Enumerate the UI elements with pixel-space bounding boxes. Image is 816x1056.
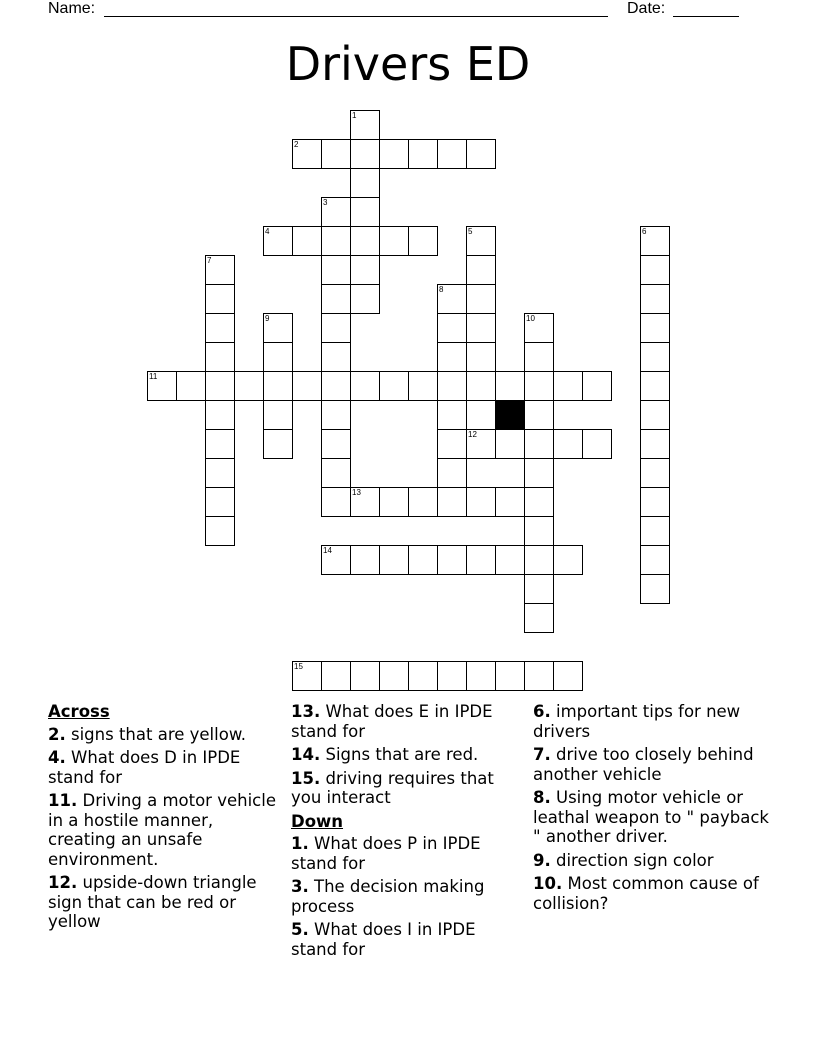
grid-cell[interactable] (350, 487, 380, 517)
grid-cell[interactable] (437, 342, 467, 372)
grid-cell[interactable] (437, 371, 467, 401)
grid-cell[interactable] (466, 226, 496, 256)
grid-cell[interactable] (292, 371, 322, 401)
grid-cell[interactable] (437, 284, 467, 314)
grid-cell[interactable] (524, 342, 554, 372)
page-title: Drivers ED (285, 37, 531, 91)
grid-cell[interactable] (408, 371, 438, 401)
clue-number: 15 (294, 662, 303, 671)
grid-cell[interactable] (205, 313, 235, 343)
clue-down-3: 3. The decision making process (291, 877, 485, 916)
grid-cell[interactable] (205, 429, 235, 459)
grid-cell[interactable] (553, 661, 583, 691)
grid-cell-black (495, 400, 525, 430)
clue-number: 14 (323, 546, 332, 555)
grid-cell[interactable] (321, 226, 351, 256)
grid-cell[interactable] (466, 284, 496, 314)
clue-down-8: 8. Using motor vehicle or leathal weapon to " payback " another driver. (533, 788, 769, 846)
grid-cell[interactable] (321, 661, 351, 691)
grid-cell[interactable] (379, 545, 409, 575)
grid-cell[interactable] (350, 226, 380, 256)
grid-cell[interactable] (524, 487, 554, 517)
grid-cell[interactable] (437, 400, 467, 430)
grid-cell[interactable] (205, 458, 235, 488)
clue-number: 4 (265, 227, 270, 236)
grid-cell[interactable] (350, 197, 380, 227)
clue-across-15: 15. driving requires that you interact (291, 768, 494, 807)
grid-cell[interactable] (234, 371, 264, 401)
clue-number: 1 (352, 111, 357, 120)
clue-number: 11 (149, 372, 158, 381)
grid-cell[interactable] (524, 371, 554, 401)
clue-number: 6 (642, 227, 647, 236)
grid-cell[interactable] (640, 255, 670, 285)
grid-cell[interactable] (321, 545, 351, 575)
grid-cell[interactable] (466, 429, 496, 459)
grid-cell[interactable] (640, 487, 670, 517)
clues-column-1 (48, 702, 280, 936)
grid-cell[interactable] (640, 400, 670, 430)
grid-cell[interactable] (466, 661, 496, 691)
grid-cell[interactable] (350, 110, 380, 140)
grid-cell[interactable] (263, 429, 293, 459)
grid-cell[interactable] (379, 371, 409, 401)
clue-down-1: 1. What does P in IPDE stand for (291, 834, 481, 873)
grid-cell[interactable] (321, 284, 351, 314)
grid-cell[interactable] (321, 458, 351, 488)
grid-cell[interactable] (640, 516, 670, 546)
across-heading: Across (48, 702, 110, 721)
grid-cell[interactable] (495, 429, 525, 459)
grid-cell[interactable] (582, 371, 612, 401)
grid-cell[interactable] (640, 574, 670, 604)
grid-cell[interactable] (466, 313, 496, 343)
clue-number: 9 (265, 314, 270, 323)
grid-cell[interactable] (205, 400, 235, 430)
clue-number: 10 (526, 314, 535, 323)
clue-down-9: 9. direction sign color (533, 850, 714, 870)
grid-cell[interactable] (640, 458, 670, 488)
grid-cell[interactable] (292, 661, 322, 691)
grid-cell[interactable] (321, 400, 351, 430)
grid-cell[interactable] (292, 226, 322, 256)
clue-across-2: 2. signs that are yellow. (48, 724, 247, 744)
grid-cell[interactable] (379, 487, 409, 517)
grid-cell[interactable] (263, 313, 293, 343)
grid-cell[interactable] (379, 661, 409, 691)
grid-cell[interactable] (350, 255, 380, 285)
grid-cell[interactable] (350, 545, 380, 575)
grid-cell[interactable] (466, 139, 496, 169)
grid-cell[interactable] (437, 661, 467, 691)
grid-cell[interactable] (321, 342, 351, 372)
clue-down-6: 6. important tips for new drivers (533, 702, 741, 741)
grid-cell[interactable] (524, 429, 554, 459)
grid-cell[interactable] (437, 313, 467, 343)
grid-cell[interactable] (379, 226, 409, 256)
grid-cell[interactable] (176, 371, 206, 401)
grid-cell[interactable] (321, 487, 351, 517)
grid-cell[interactable] (640, 313, 670, 343)
grid-cell[interactable] (205, 516, 235, 546)
clue-number: 3 (323, 198, 328, 207)
clues-column-2 (291, 702, 523, 963)
clue-number: 2 (294, 140, 299, 149)
grid-cell[interactable] (640, 342, 670, 372)
grid-cell[interactable] (495, 371, 525, 401)
grid-cell[interactable] (466, 342, 496, 372)
grid-cell[interactable] (640, 545, 670, 575)
grid-cell[interactable] (466, 545, 496, 575)
grid-cell[interactable] (263, 400, 293, 430)
grid-cell[interactable] (640, 371, 670, 401)
grid-cell[interactable] (582, 429, 612, 459)
clues-column-3 (533, 702, 773, 917)
clue-number: 8 (439, 285, 444, 294)
grid-cell[interactable] (640, 429, 670, 459)
grid-cell[interactable] (321, 371, 351, 401)
grid-cell[interactable] (205, 284, 235, 314)
grid-cell[interactable] (437, 429, 467, 459)
grid-cell[interactable] (147, 371, 177, 401)
grid-cell[interactable] (321, 313, 351, 343)
grid-cell[interactable] (524, 603, 554, 633)
clue-across-4: 4. What does D in IPDE stand for (48, 748, 241, 787)
grid-cell[interactable] (321, 429, 351, 459)
clue-across-13: 13. What does E in IPDE stand for (291, 702, 493, 741)
clue-across-12: 12. upside-down triangle sign that can be red or yellow (48, 873, 257, 931)
grid-cell[interactable] (379, 139, 409, 169)
grid-cell[interactable] (524, 545, 554, 575)
grid-cell[interactable] (466, 487, 496, 517)
grid-cell[interactable] (553, 545, 583, 575)
grid-cell[interactable] (350, 168, 380, 198)
clue-down-10: 10. Most common cause of collision? (533, 874, 759, 913)
clue-number: 12 (468, 430, 477, 439)
grid-cell[interactable] (553, 429, 583, 459)
clue-number: 5 (468, 227, 473, 236)
grid-cell[interactable] (350, 371, 380, 401)
grid-cell[interactable] (205, 487, 235, 517)
grid-cell[interactable] (292, 139, 322, 169)
down-heading: Down (291, 811, 344, 831)
grid-cell[interactable] (437, 458, 467, 488)
clue-across-14: 14. Signs that are red. (291, 745, 479, 764)
grid-cell[interactable] (437, 139, 467, 169)
grid-cell[interactable] (263, 371, 293, 401)
clue-number: 13 (352, 488, 361, 497)
grid-cell[interactable] (321, 255, 351, 285)
grid-cell[interactable] (205, 342, 235, 372)
grid-cell[interactable] (640, 226, 670, 256)
grid-cell[interactable] (466, 255, 496, 285)
grid-cell[interactable] (321, 197, 351, 227)
grid-cell[interactable] (408, 661, 438, 691)
grid-cell[interactable] (495, 487, 525, 517)
name-label: Name: (48, 0, 96, 17)
grid-cell[interactable] (553, 371, 583, 401)
grid-cell[interactable] (437, 545, 467, 575)
clue-down-5: 5. What does I in IPDE stand for (291, 920, 476, 959)
grid-cell[interactable] (408, 139, 438, 169)
grid-cell[interactable] (524, 313, 554, 343)
grid-cell[interactable] (437, 487, 467, 517)
grid-cell[interactable] (524, 400, 554, 430)
grid-cell[interactable] (408, 545, 438, 575)
grid-cell[interactable] (350, 139, 380, 169)
grid-cell[interactable] (350, 284, 380, 314)
date-label: Date: (627, 0, 666, 17)
grid-cell[interactable] (205, 255, 235, 285)
clue-number: 7 (207, 256, 212, 265)
grid-cell[interactable] (205, 371, 235, 401)
grid-cell[interactable] (466, 371, 496, 401)
grid-cell[interactable] (524, 458, 554, 488)
clue-across-11: 11. Driving a motor vehicle in a hostile manner, creating an unsafe environment. (48, 791, 276, 869)
grid-cell[interactable] (524, 574, 554, 604)
grid-cell[interactable] (524, 661, 554, 691)
grid-cell[interactable] (640, 284, 670, 314)
grid-cell[interactable] (408, 226, 438, 256)
grid-cell[interactable] (263, 226, 293, 256)
grid-cell[interactable] (350, 661, 380, 691)
grid-cell[interactable] (408, 487, 438, 517)
grid-cell[interactable] (524, 516, 554, 546)
grid-cell[interactable] (321, 139, 351, 169)
grid-cell[interactable] (495, 661, 525, 691)
clue-down-7: 7. drive too closely behind another vehicle (533, 745, 754, 784)
grid-cell[interactable] (263, 342, 293, 372)
grid-cell[interactable] (495, 545, 525, 575)
grid-cell[interactable] (466, 400, 496, 430)
